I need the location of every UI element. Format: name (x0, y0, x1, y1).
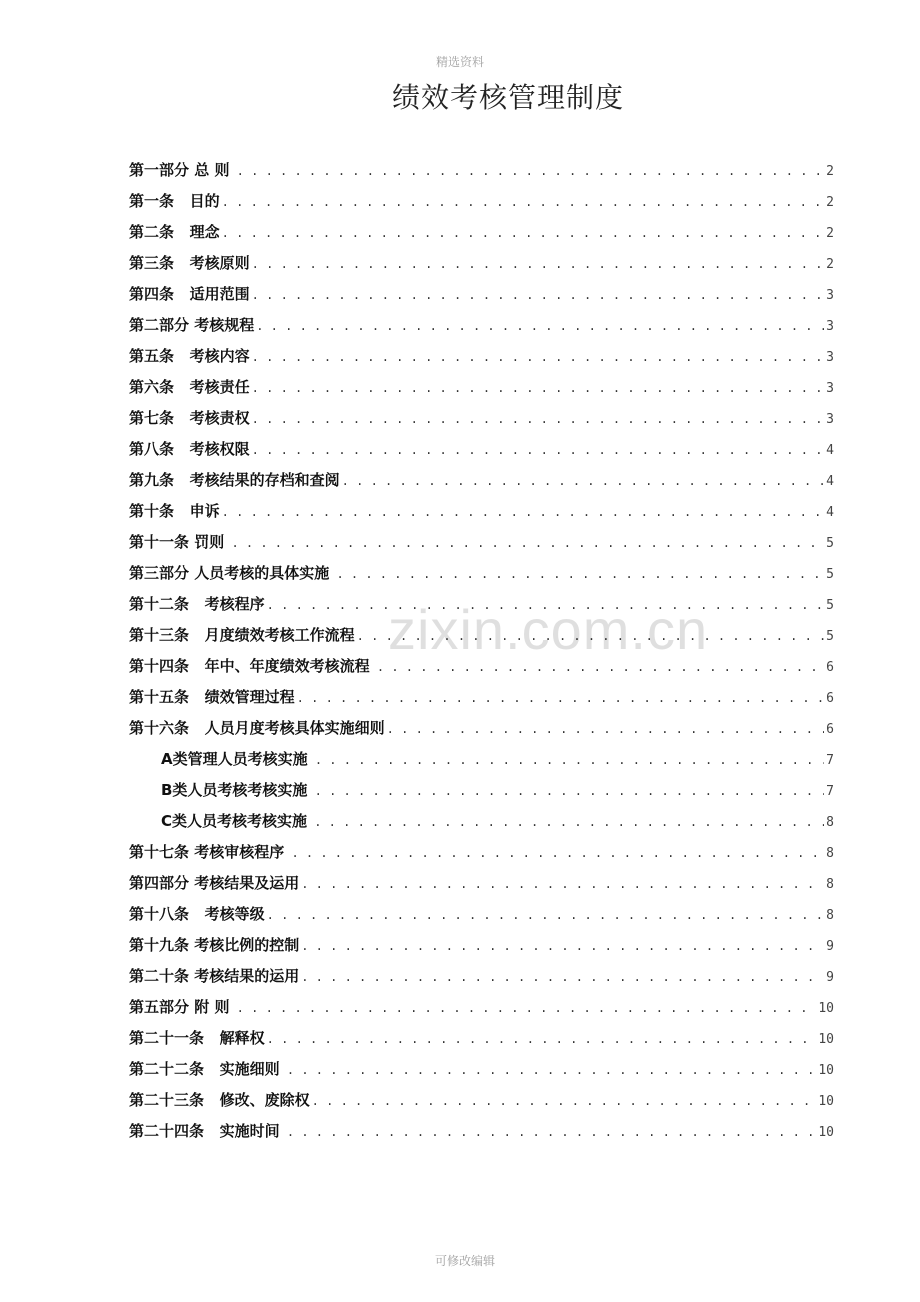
toc-entry-page-number: 10 (818, 1125, 834, 1140)
toc-leader-dots (252, 257, 824, 271)
toc-entry-label: A类管理人员考核实施 (161, 750, 313, 768)
toc-entry[interactable] (129, 841, 834, 872)
toc-entry-label: 第七条 考核责权 (129, 409, 250, 427)
toc-entry-label: B类人员考核考核实施 (161, 781, 313, 799)
toc-entry-page-number: 7 (826, 784, 834, 799)
toc-leader-dots (314, 815, 824, 829)
toc-entry-label: 第九条 考核结果的存档和查阅 (129, 471, 340, 489)
toc-entry-label: 第十五条 绩效管理过程 (129, 688, 295, 706)
toc-entry-label: 第十二条 考核程序 (129, 595, 265, 613)
toc-leader-dots (231, 536, 824, 550)
toc-entry[interactable] (129, 1089, 834, 1120)
toc-entry[interactable] (129, 252, 834, 283)
toc-leader-dots (315, 753, 824, 767)
toc-entry-page-number: 8 (826, 846, 834, 861)
toc-entry-label: 第五部分 附 则 (129, 998, 235, 1016)
toc-entry-page-number: 9 (826, 939, 834, 954)
toc-entry-label: 第十六条 人员月度考核具体实施细则 (129, 719, 385, 737)
footer-note: 可修改编辑 (434, 1254, 495, 1268)
toc-entry-page-number: 3 (826, 381, 834, 396)
toc-entry-page-number: 8 (826, 908, 834, 923)
toc-entry-page-number: 3 (826, 288, 834, 303)
toc-entry[interactable] (129, 314, 834, 345)
toc-entry-label: 第一部分 总 则 (129, 161, 235, 179)
toc-entry[interactable] (129, 779, 834, 810)
toc-entry-label: 第二条 理念 (129, 223, 220, 241)
toc-entry-label: 第二十一条 解释权 (129, 1029, 265, 1047)
toc-entry[interactable] (129, 965, 834, 996)
toc-entry-page-number: 10 (818, 1001, 834, 1016)
toc-entry-label: 第十四条 年中、年度绩效考核流程 (129, 657, 375, 675)
toc-entry-label: 第十七条 考核审核程序 (129, 843, 290, 861)
toc-entry[interactable] (129, 996, 834, 1027)
toc-leader-dots (237, 164, 824, 178)
toc-entry[interactable] (129, 407, 834, 438)
toc-entry-page-number: 2 (826, 226, 834, 241)
toc-entry-page-number: 4 (826, 474, 834, 489)
toc-entry-page-number: 7 (826, 753, 834, 768)
toc-entry-label: 第十三条 月度绩效考核工作流程 (129, 626, 355, 644)
toc-entry-page-number: 6 (826, 722, 834, 737)
toc-entry-page-number: 8 (826, 877, 834, 892)
toc-entry[interactable] (129, 748, 834, 779)
toc-entry-label: 第十条 申诉 (129, 502, 220, 520)
toc-entry[interactable] (129, 376, 834, 407)
toc-entry-label: C类人员考核考核实施 (161, 812, 313, 830)
toc-entry[interactable] (129, 221, 834, 252)
toc-entry[interactable] (129, 531, 834, 562)
toc-entry[interactable] (129, 159, 834, 190)
toc-leader-dots (287, 1125, 816, 1139)
toc-leader-dots (301, 877, 824, 891)
toc-leader-dots (252, 412, 824, 426)
toc-entry[interactable] (129, 562, 834, 593)
toc-entry-page-number: 10 (818, 1063, 834, 1078)
toc-entry[interactable] (129, 345, 834, 376)
toc-entry-label: 第十九条 考核比例的控制 (129, 936, 300, 954)
header-note: 精选资料 (435, 55, 484, 69)
toc-entry-label: 第二十四条 实施时间 (129, 1122, 285, 1140)
toc-entry-page-number: 4 (826, 505, 834, 520)
toc-leader-dots (256, 319, 824, 333)
toc-entry-page-number: 3 (826, 412, 834, 427)
toc-entry-page-number: 9 (826, 970, 834, 985)
watermark: zixin.com.cn (388, 598, 709, 661)
toc-entry[interactable] (129, 810, 834, 841)
toc-entry-page-number: 4 (826, 443, 834, 458)
toc-entry-label: 第四部分 考核结果及运用 (129, 874, 300, 892)
toc-entry-page-number: 5 (826, 536, 834, 551)
toc-entry-page-number: 10 (818, 1032, 834, 1047)
toc-entry-label: 第二十二条 实施细则 (129, 1060, 285, 1078)
toc-entry[interactable] (129, 1120, 834, 1151)
toc-entry-label: 第五条 考核内容 (129, 347, 250, 365)
toc-entry[interactable] (129, 686, 834, 717)
toc-entry[interactable] (129, 717, 834, 748)
toc-entry[interactable] (129, 469, 834, 500)
toc-entry-page-number: 8 (826, 815, 834, 830)
toc-leader-dots (237, 1001, 817, 1015)
toc-entry[interactable] (129, 903, 834, 934)
toc-entry[interactable] (129, 283, 834, 314)
toc-entry-page-number: 5 (826, 629, 834, 644)
toc-leader-dots (267, 908, 824, 922)
toc-entry-label: 第四条 适用范围 (129, 285, 250, 303)
toc-entry[interactable] (129, 934, 834, 965)
toc-leader-dots (301, 939, 824, 953)
toc-entry-label: 第一条 目的 (129, 192, 220, 210)
toc-leader-dots (342, 474, 824, 488)
toc-entry-page-number: 5 (826, 567, 834, 582)
toc-entry-page-number: 2 (826, 195, 834, 210)
toc-entry[interactable] (129, 1058, 834, 1089)
toc-leader-dots (387, 722, 824, 736)
toc-leader-dots (287, 1063, 816, 1077)
toc-leader-dots (252, 381, 824, 395)
toc-entry-page-number: 3 (826, 350, 834, 365)
toc-entry-label: 第二十三条 修改、废除权 (129, 1091, 310, 1109)
toc-leader-dots (312, 1094, 817, 1108)
toc-entry-label: 第二部分 考核规程 (129, 316, 255, 334)
toc-entry-label: 第三条 考核原则 (129, 254, 250, 272)
toc-leader-dots (315, 784, 824, 798)
toc-leader-dots (252, 350, 824, 364)
toc-leader-dots (377, 660, 824, 674)
toc-leader-dots (252, 288, 824, 302)
document-title: 绩效考核管理制度 (391, 81, 624, 114)
toc-entry-label: 第二十条 考核结果的运用 (129, 967, 300, 985)
toc-leader-dots (291, 846, 824, 860)
toc-entry-page-number: 10 (818, 1094, 834, 1109)
toc-entry-page-number: 3 (826, 319, 834, 334)
toc-entry-page-number: 5 (826, 598, 834, 613)
toc-entry-label: 第十八条 考核等级 (129, 905, 265, 923)
toc-leader-dots (252, 443, 824, 457)
toc-entry-label: 第六条 考核责任 (129, 378, 250, 396)
toc-entry[interactable] (129, 872, 834, 903)
toc-entry-page-number: 6 (826, 660, 834, 675)
toc-entry[interactable] (129, 1027, 834, 1058)
toc-leader-dots (222, 505, 824, 519)
toc-entry[interactable] (129, 500, 834, 531)
toc-entry-page-number: 2 (826, 164, 834, 179)
toc-entry-label: 第八条 考核权限 (129, 440, 250, 458)
toc-entry[interactable] (129, 438, 834, 469)
toc-entry-page-number: 6 (826, 691, 834, 706)
toc-entry[interactable] (129, 190, 834, 221)
toc-leader-dots (222, 195, 824, 209)
toc-entry-page-number: 2 (826, 257, 834, 272)
toc-leader-dots (301, 970, 824, 984)
toc-entry-label: 第十一条 罚则 (129, 533, 230, 551)
toc-leader-dots (297, 691, 824, 705)
toc-leader-dots (267, 1032, 817, 1046)
toc-entry-label: 第三部分 人员考核的具体实施 (129, 564, 335, 582)
toc-leader-dots (336, 567, 824, 581)
toc-leader-dots (222, 226, 824, 240)
